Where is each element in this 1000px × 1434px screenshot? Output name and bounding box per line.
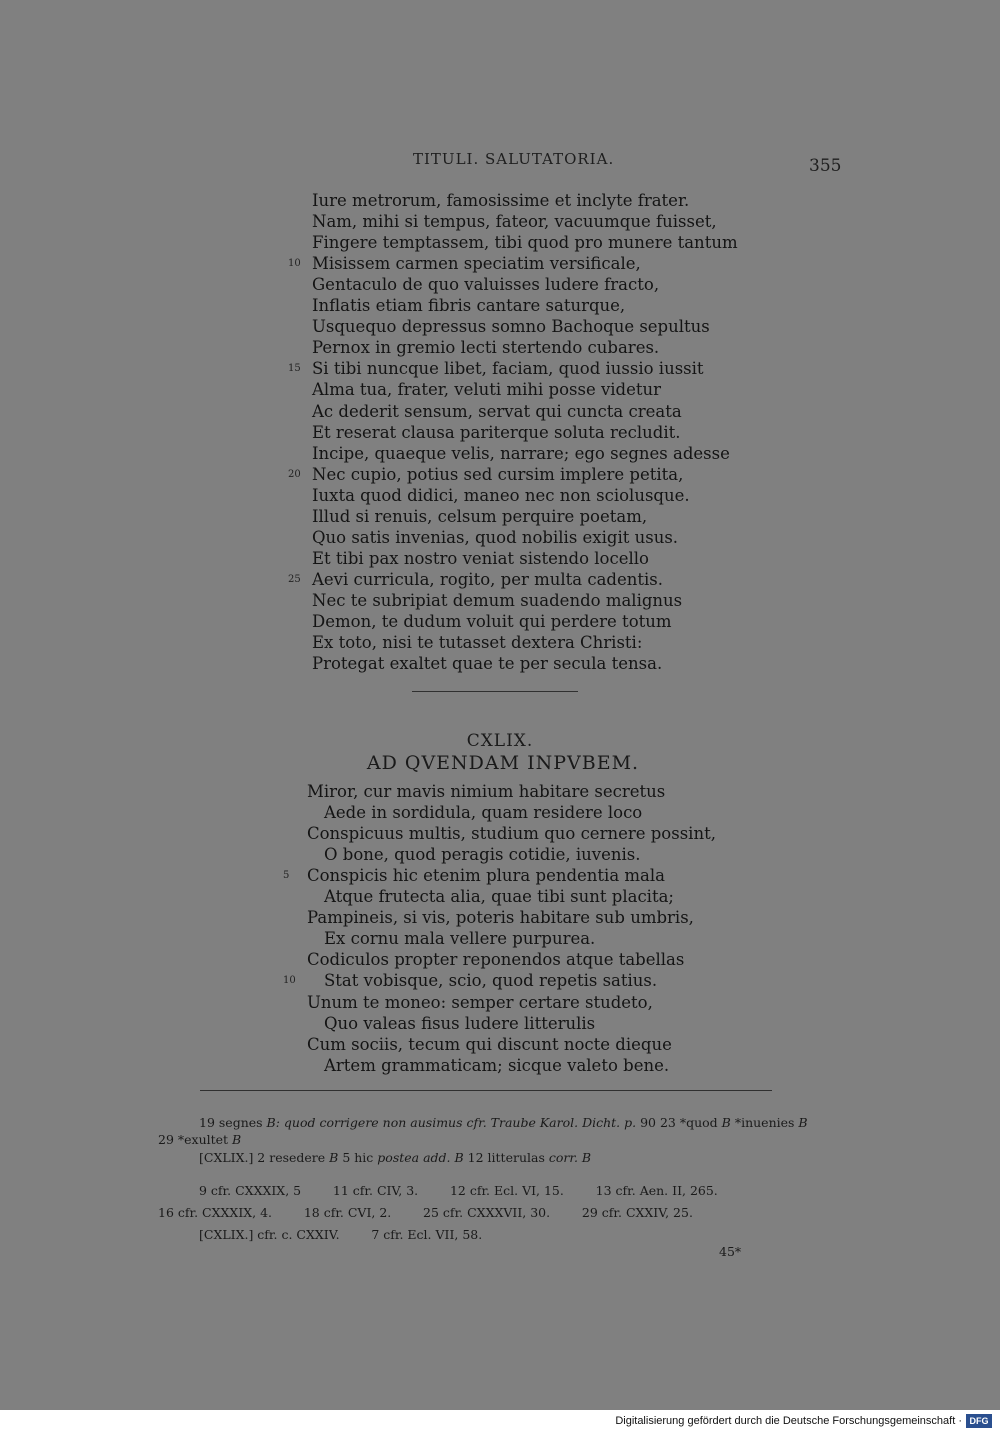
line-number: 15 xyxy=(288,363,301,375)
verse-line: Quo satis invenias, quod nobilis exigit usus. xyxy=(312,527,679,547)
verse-line: Iuxta quod didici, maneo nec non sciolusque. xyxy=(312,485,690,505)
verse-line: Ex toto, nisi te tutasset dextera Christi: xyxy=(312,633,643,653)
reference-line: [CXLIX.] cfr. c. CXXIV. 7 cfr. Ecl. VII, 58. xyxy=(199,1227,483,1242)
verse-line: Aede in sordidula, quam residere loco xyxy=(324,803,643,823)
section-number: CXLIX. xyxy=(466,731,534,751)
verse-line: Nec te subripiat demum suadendo malignus xyxy=(312,590,683,610)
dfg-logo-icon: DFG xyxy=(966,1414,992,1428)
verse-line: Protegat exaltet quae te per secula tensa. xyxy=(312,654,663,674)
verse-line: Usquequo depressus somno Bachoque sepultus xyxy=(312,317,710,337)
verse-line: Gentaculo de quo valuisses ludere fracto, xyxy=(312,275,660,295)
verse-line: Conspicuus multis, studium quo cernere possint, xyxy=(307,824,716,844)
verse-line: Alma tua, frater, veluti mihi posse videtur xyxy=(312,380,662,400)
verse-line: Miror, cur mavis nimium habitare secretus xyxy=(307,782,666,801)
line-number: 25 xyxy=(288,573,301,585)
line-number: 5 xyxy=(283,870,290,882)
reference-line: 16 cfr. CXXXIX, 4. 18 cfr. CVI, 2. 25 cfr. CXXXVII, 30. 29 cfr. CXXIV, 25. xyxy=(158,1205,693,1220)
verse-line: Nec cupio, potius sed cursim implere petita, xyxy=(312,464,684,484)
verse-line: Artem grammaticam; sicque valeto bene. xyxy=(324,1055,670,1075)
running-head: TITULI. SALUTATORIA. xyxy=(413,150,615,168)
signature-mark: 45* xyxy=(719,1244,742,1259)
verse-line: Atque frutecta alia, quae tibi sunt placita; xyxy=(324,887,674,907)
verse-line: Iure metrorum, famosissime et inclyte frater. xyxy=(312,191,690,210)
digitization-credit: Digitalisierung gefördert durch die Deutsche Forschungsgemeinschaft · xyxy=(615,1415,962,1427)
verse-line: Inflatis etiam fibris cantare saturque, xyxy=(312,296,626,316)
section-divider xyxy=(412,691,578,692)
apparatus-line: 29 *exultet B xyxy=(158,1132,242,1147)
verse-line: O bone, quod peragis cotidie, iuvenis. xyxy=(324,845,641,865)
verse-line: Cum sociis, tecum qui discunt nocte dieque xyxy=(307,1034,672,1054)
verse-line: Ac dederit sensum, servat qui cuncta creata xyxy=(312,401,682,421)
section-title: AD QVENDAM INPVBEM. xyxy=(366,752,640,774)
verse-line: Misissem carmen speciatim versificale, xyxy=(312,254,641,274)
verse-line: Illud si renuis, celsum perquire poetam, xyxy=(312,506,648,526)
verse-line: Stat vobisque, scio, quod repetis satius. xyxy=(324,971,658,991)
line-number: 20 xyxy=(288,468,301,480)
verse-line: Codiculos propter reponendos atque tabellas xyxy=(307,950,685,970)
reference-line: 9 cfr. CXXXIX, 5 11 cfr. CIV, 3. 12 cfr. Ecl. VI, 15. 13 cfr. Aen. II, 265. xyxy=(199,1183,718,1198)
apparatus-line: [CXLIX.] 2 resedere B 5 hic postea add. B 12 litterulas corr. B xyxy=(199,1150,592,1165)
verse-line: Ex cornu mala vellere purpurea. xyxy=(324,929,596,949)
verse-line: Unum te moneo: semper certare studeto, xyxy=(307,992,653,1012)
verse-line: Si tibi nuncque libet, faciam, quod iussio iussit xyxy=(312,359,704,379)
verse-line: Quo valeas fisus ludere litterulis xyxy=(324,1013,596,1033)
verse-line: Aevi curricula, rogito, per multa cadentis. xyxy=(312,569,664,589)
verse-line: Pampineis, si vis, poteris habitare sub umbris, xyxy=(307,908,694,928)
verse-line: Pernox in gremio lecti stertendo cubares. xyxy=(312,338,660,358)
verse-line: Incipe, quaeque velis, narrare; ego segnes adesse xyxy=(312,443,730,463)
verse-line: Et reserat clausa pariterque soluta recludit. xyxy=(312,422,681,442)
verse-line: Nam, mihi si tempus, fateor, vacuumque fuisset, xyxy=(312,212,717,232)
verse-line: Conspicis hic etenim plura pendentia mala xyxy=(307,866,665,886)
page-number: 355 xyxy=(809,156,842,176)
verse-line: Fingere temptassem, tibi quod pro munere tantum xyxy=(312,233,738,253)
footnote-rule xyxy=(200,1090,772,1091)
verse-line: Demon, te dudum voluit qui perdere totum xyxy=(312,612,672,631)
line-number: 10 xyxy=(283,975,296,987)
apparatus-line: 19 segnes B: quod corrigere non ausimus cfr. Traube Karol. Dicht. p. 90 23 *quod B *inuenies B xyxy=(199,1115,808,1130)
line-number: 10 xyxy=(288,258,301,270)
verse-line: Et tibi pax nostro veniat sistendo locello xyxy=(312,548,649,568)
footer-bar xyxy=(0,1410,1000,1434)
